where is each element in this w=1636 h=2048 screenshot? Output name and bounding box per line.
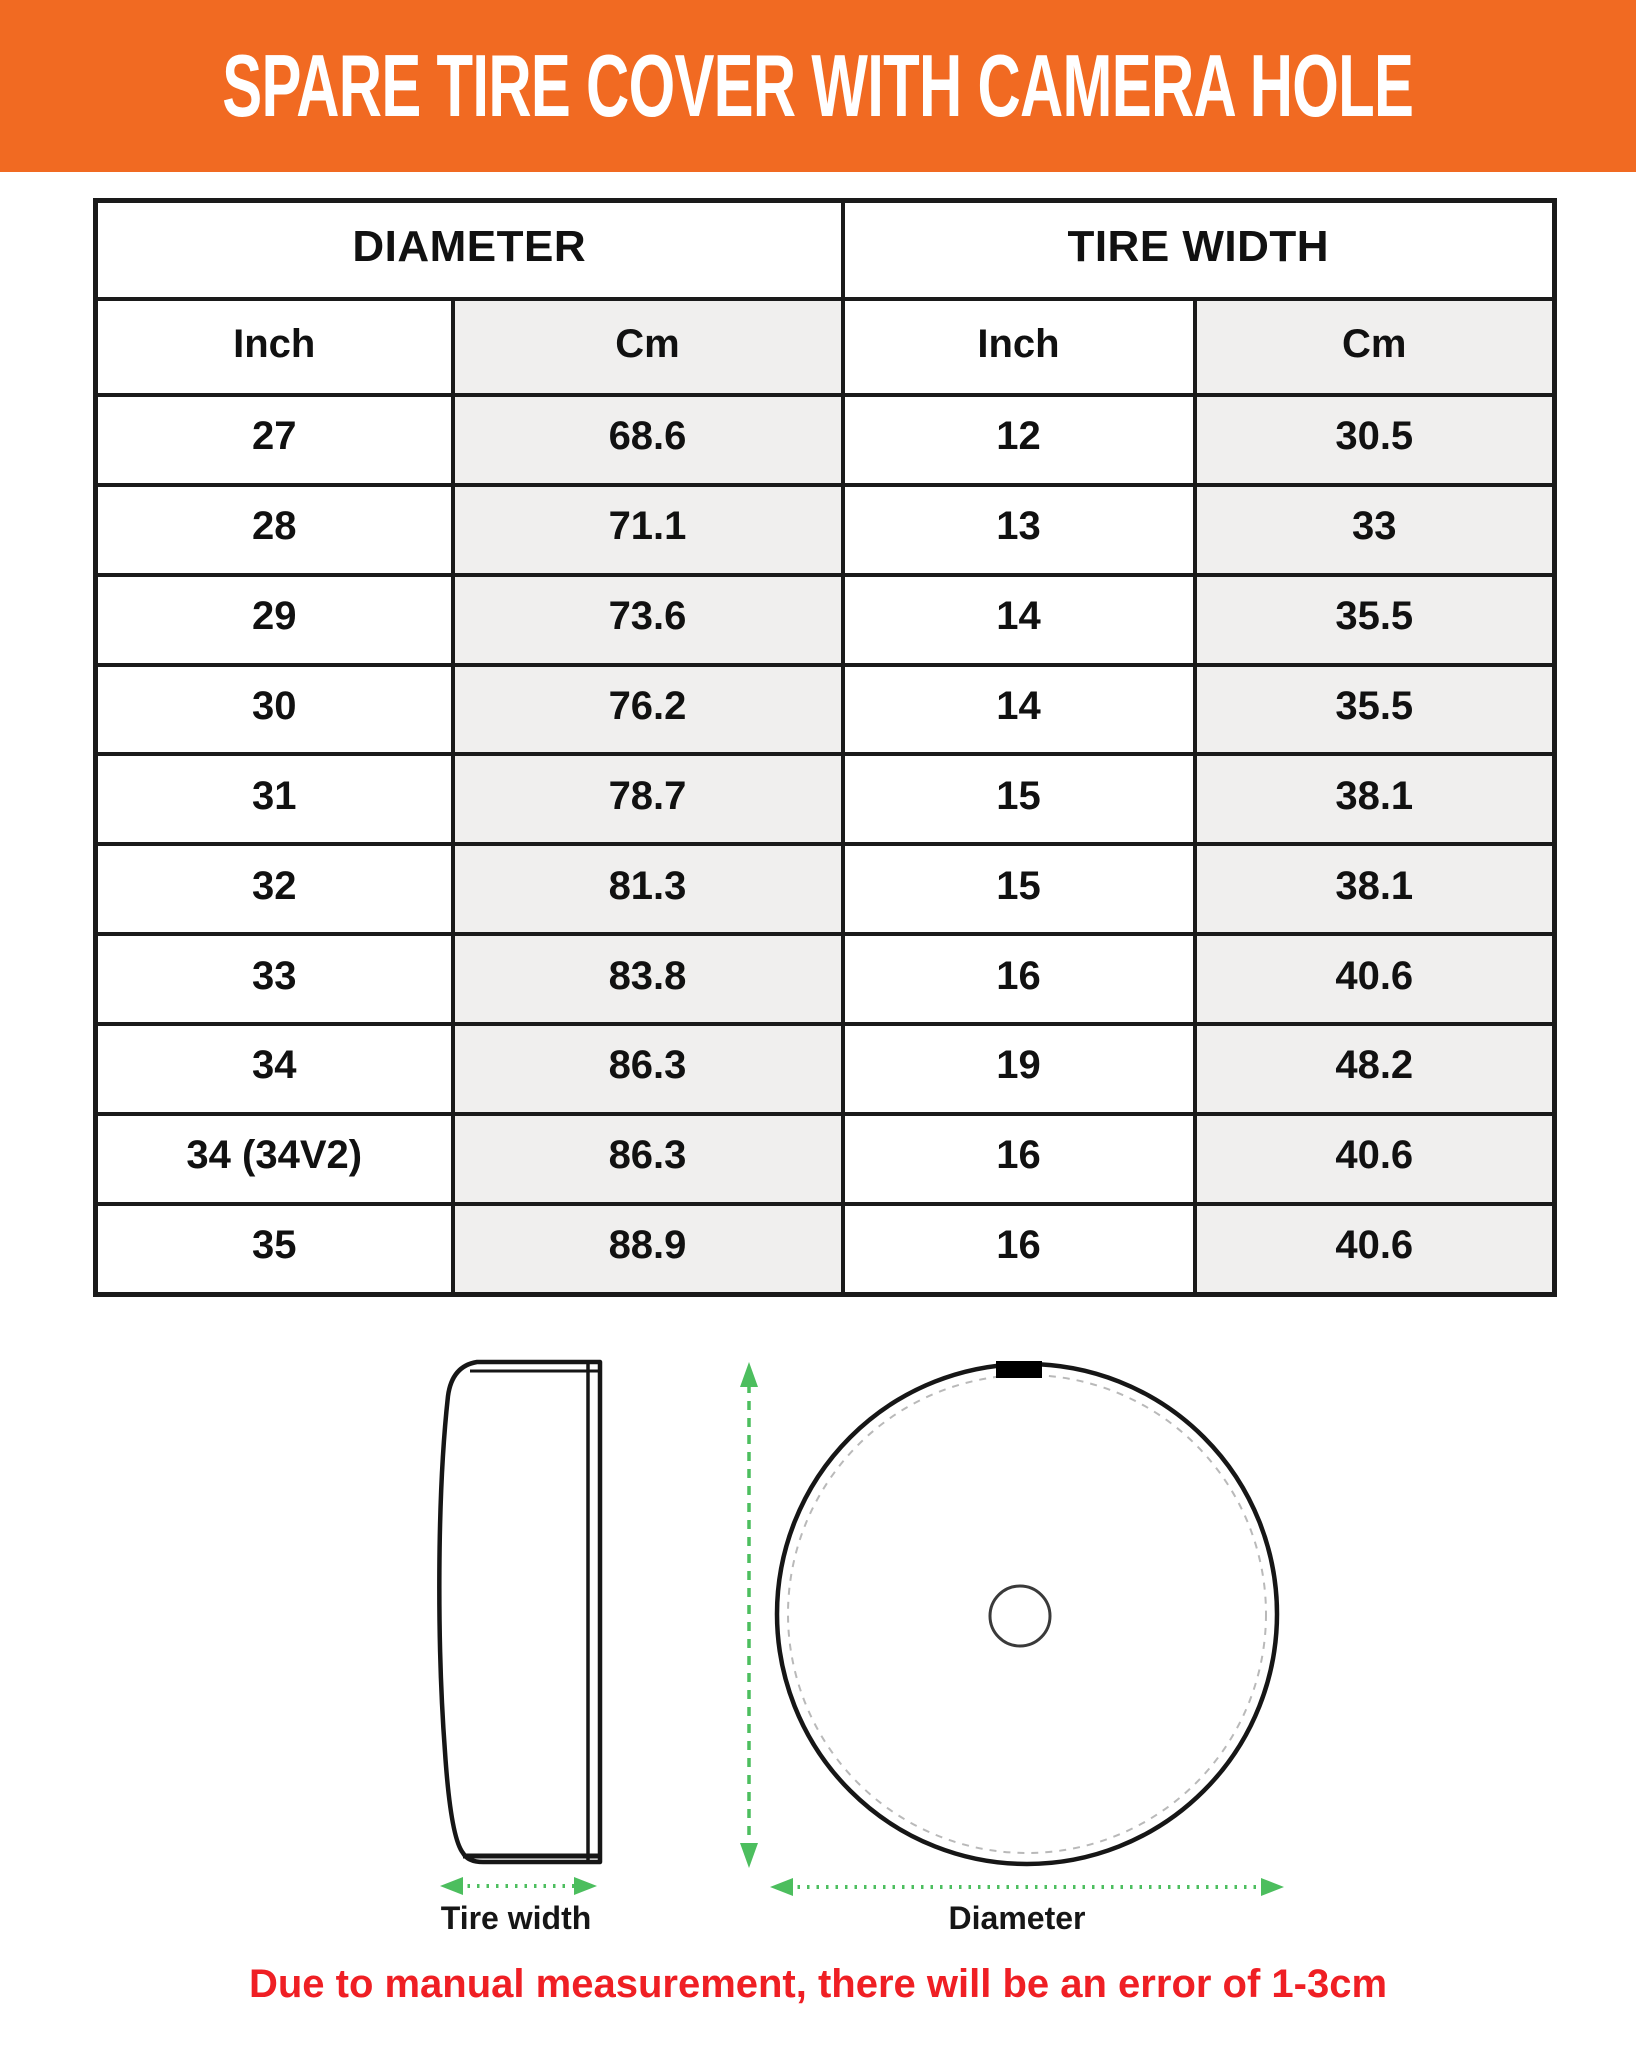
cell-tirewidth-cm: 33 — [1195, 485, 1555, 575]
camera-hole — [990, 1586, 1050, 1646]
cell-diameter-cm: 76.2 — [453, 665, 843, 755]
cell-diameter-inch: 30 — [96, 665, 453, 755]
cell-tirewidth-inch: 15 — [843, 754, 1195, 844]
cell-diameter-inch: 32 — [96, 844, 453, 934]
measurement-error-note: Due to manual measurement, there will be an error of 1-3cm — [248, 1962, 1388, 2006]
cell-diameter-inch: 28 — [96, 485, 453, 575]
cell-tirewidth-cm: 40.6 — [1195, 1204, 1555, 1295]
cell-diameter-cm: 88.9 — [453, 1204, 843, 1295]
cell-diameter-cm: 71.1 — [453, 485, 843, 575]
cell-tirewidth-inch: 14 — [843, 665, 1195, 755]
cell-diameter-inch: 29 — [96, 575, 453, 665]
diameter-cm-header: Cm — [453, 299, 843, 395]
cell-diameter-cm: 86.3 — [453, 1024, 843, 1114]
cell-diameter-cm: 73.6 — [453, 575, 843, 665]
cell-diameter-cm: 81.3 — [453, 844, 843, 934]
page-title: SPARE TIRE COVER WITH CAMERA HOLE — [222, 36, 1414, 135]
cell-tirewidth-cm: 48.2 — [1195, 1024, 1555, 1114]
cell-tirewidth-inch: 16 — [843, 1204, 1195, 1295]
diameter-label: Diameter — [948, 1900, 1086, 1936]
cell-tirewidth-inch: 16 — [843, 934, 1195, 1024]
cell-diameter-inch: 34 (34V2) — [96, 1114, 453, 1204]
cell-diameter-cm: 86.3 — [453, 1114, 843, 1204]
tirewidth-inch-header: Inch — [843, 299, 1195, 395]
height-arrow — [740, 1362, 758, 1868]
tire-width-group-header: TIRE WIDTH — [843, 201, 1555, 300]
cell-diameter-inch: 34 — [96, 1024, 453, 1114]
cell-diameter-cm: 83.8 — [453, 934, 843, 1024]
cell-diameter-inch: 35 — [96, 1204, 453, 1295]
tire-width-label: Tire width — [440, 1900, 592, 1936]
cell-tirewidth-cm: 40.6 — [1195, 1114, 1555, 1204]
diameter-group-header: DIAMETER — [96, 201, 843, 300]
cell-tirewidth-inch: 16 — [843, 1114, 1195, 1204]
tire-side-view-drawing — [439, 1362, 600, 1862]
diameter-inch-header: Inch — [96, 299, 453, 395]
cell-tirewidth-inch: 19 — [843, 1024, 1195, 1114]
cell-tirewidth-cm: 35.5 — [1195, 665, 1555, 755]
cell-diameter-inch: 31 — [96, 754, 453, 844]
cell-diameter-cm: 68.6 — [453, 395, 843, 485]
cell-tirewidth-cm: 30.5 — [1195, 395, 1555, 485]
cell-tirewidth-cm: 38.1 — [1195, 754, 1555, 844]
tire-front-view-drawing — [777, 1361, 1277, 1864]
cell-tirewidth-cm: 35.5 — [1195, 575, 1555, 665]
cell-tirewidth-inch: 12 — [843, 395, 1195, 485]
cell-tirewidth-inch: 14 — [843, 575, 1195, 665]
strap-tab-mark — [996, 1361, 1042, 1378]
cell-tirewidth-inch: 15 — [843, 844, 1195, 934]
cell-diameter-inch: 33 — [96, 934, 453, 1024]
cell-tirewidth-inch: 13 — [843, 485, 1195, 575]
cell-diameter-cm: 78.7 — [453, 754, 843, 844]
cell-diameter-inch: 27 — [96, 395, 453, 485]
cell-tirewidth-cm: 40.6 — [1195, 934, 1555, 1024]
tirewidth-cm-header: Cm — [1195, 299, 1555, 395]
diameter-arrow — [770, 1878, 1284, 1896]
cell-tirewidth-cm: 38.1 — [1195, 844, 1555, 934]
tire-width-arrow — [440, 1877, 597, 1895]
